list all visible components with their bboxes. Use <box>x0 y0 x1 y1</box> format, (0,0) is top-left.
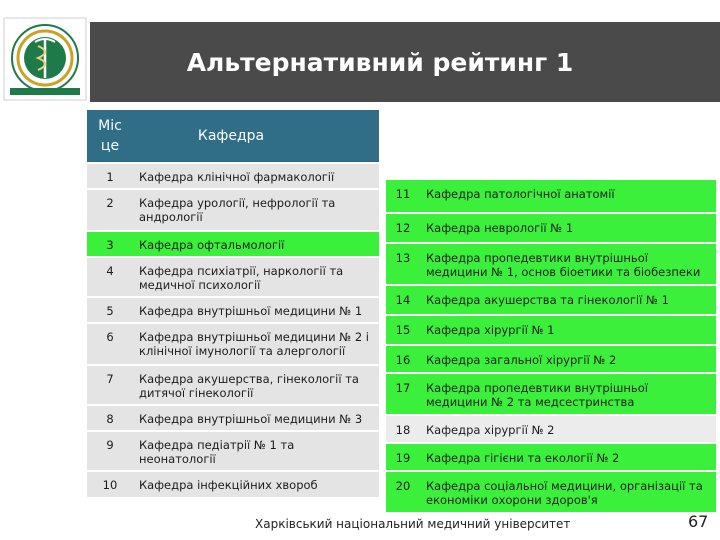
place-header-line-2: це <box>100 138 120 154</box>
table-row <box>87 297 379 323</box>
department-cell: Кафедра пропедевтики внутрішньої медицини № 2 та медсестринства <box>420 373 716 415</box>
rank-cell: 6 <box>87 323 133 365</box>
department-cell: Кафедра внутрішньої медицини № 3 <box>133 405 379 431</box>
university-logo <box>0 0 90 104</box>
department-cell: Кафедра патологічної анатомії <box>420 179 716 213</box>
rank-cell: 2 <box>87 189 133 231</box>
slide-title: Альтернативний рейтинг 1 <box>186 47 574 77</box>
department-cell: Кафедра психіатрії, наркології та медичної психології <box>133 257 379 297</box>
department-cell: Кафедра інфекційних хвороб <box>133 471 379 497</box>
rank-cell: 9 <box>87 431 133 471</box>
table-row <box>87 323 379 365</box>
table-row <box>87 163 379 189</box>
rank-cell: 17 <box>386 373 420 415</box>
rank-cell: 1 <box>87 163 133 189</box>
place-header-line-1: Міс <box>98 118 122 134</box>
table-row <box>386 471 716 512</box>
footer-university: Харківський національний медичний університет <box>255 517 571 531</box>
department-cell: Кафедра хірургії № 2 <box>420 415 716 443</box>
table-row <box>87 405 379 431</box>
table-row <box>87 189 379 231</box>
department-cell: Кафедра внутрішньої медицини № 1 <box>133 297 379 323</box>
rank-cell: 16 <box>386 345 420 373</box>
table-row <box>386 243 716 285</box>
department-cell: Кафедра клінічної фармакології <box>133 163 379 189</box>
department-cell: Кафедра загальної хірургії № 2 <box>420 345 716 373</box>
table-row <box>386 415 716 443</box>
rank-cell: 5 <box>87 297 133 323</box>
page-number: 67 <box>688 512 709 531</box>
table-row <box>386 285 716 315</box>
university-emblem-icon <box>0 0 90 104</box>
rank-cell: 11 <box>386 179 420 213</box>
rank-cell: 8 <box>87 405 133 431</box>
rank-cell: 15 <box>386 315 420 345</box>
department-cell: Кафедра хірургії № 1 <box>420 315 716 345</box>
place-column-header <box>87 110 133 163</box>
department-cell: Кафедра урології, нефрології та андрології <box>133 189 379 231</box>
table-row <box>87 471 379 497</box>
rank-cell: 4 <box>87 257 133 297</box>
department-cell: Кафедра неврології № 1 <box>420 213 716 243</box>
department-cell: Кафедра внутрішньої медицини № 2 і клінічної імунології та алергології <box>133 323 379 365</box>
department-cell: Кафедра пропедевтики внутрішньої медицини № 1, основ біоетики та біобезпеки <box>420 243 716 285</box>
table-row <box>87 365 379 405</box>
rank-cell: 14 <box>386 285 420 315</box>
department-column-header: Кафедра <box>133 110 379 163</box>
table-row <box>386 213 716 243</box>
ranking-table-right <box>386 178 716 512</box>
rank-cell: 3 <box>87 231 133 257</box>
rank-cell: 20 <box>386 471 420 512</box>
table-row <box>386 373 716 415</box>
department-cell: Кафедра педіатрії № 1 та неонатології <box>133 431 379 471</box>
department-cell: Кафедра офтальмології <box>133 231 379 257</box>
rank-cell: 18 <box>386 415 420 443</box>
rank-cell: 12 <box>386 213 420 243</box>
table-row <box>87 231 379 257</box>
department-cell: Кафедра акушерства та гінекології № 1 <box>420 285 716 315</box>
table-row <box>386 179 716 213</box>
table-row <box>386 315 716 345</box>
table-row <box>386 443 716 471</box>
rank-cell: 7 <box>87 365 133 405</box>
department-cell: Кафедра соціальної медицини, організації та економіки охорони здоров'я <box>420 471 716 512</box>
department-cell: Кафедра гігієни та екології № 2 <box>420 443 716 471</box>
table-row <box>386 345 716 373</box>
table-row <box>87 431 379 471</box>
rank-cell: 13 <box>386 243 420 285</box>
rank-cell: 19 <box>386 443 420 471</box>
ranking-table-left <box>87 110 379 497</box>
table-row <box>87 257 379 297</box>
rank-cell: 10 <box>87 471 133 497</box>
department-cell: Кафедра акушерства, гінекології та дитячої гінекології <box>133 365 379 405</box>
